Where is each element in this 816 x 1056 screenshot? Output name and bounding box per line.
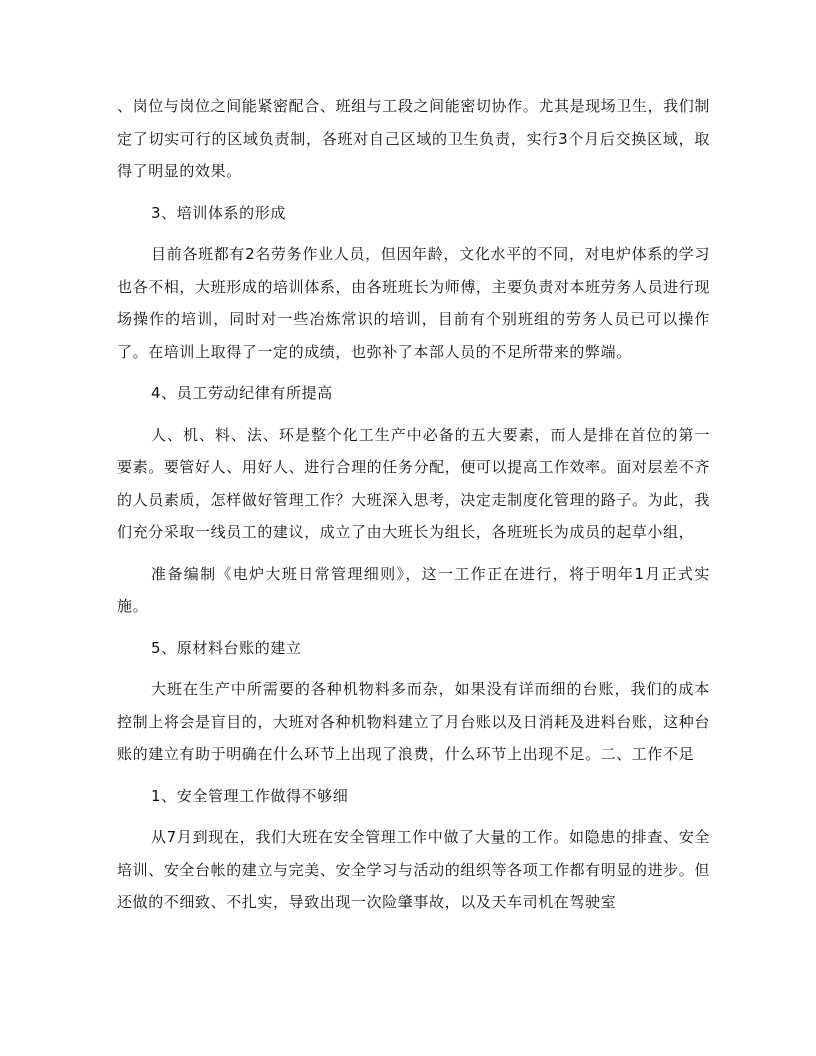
section-heading-labor-discipline: 4、员工劳动纪律有所提高 (151, 384, 333, 402)
paragraph-gap (117, 229, 710, 238)
paragraph-material-ledger: 大班在生产中所需要的各种机物料多而杂，如果没有详而细的台账，我们的成本控制上将会是盲目的，大班对各种机物料建立了月台账以及日消耗及进料台账，这种台账的建立有助于明确在什么环节上出现了浪费，什么环节上出现不足。二、工作不足 (117, 680, 710, 763)
paragraph-safety-management: 从7月到现在，我们大班在安全管理工作中做了大量的工作。如隐患的排查、安全培训、安全台帐的建立与完美、安全学习与活动的组织等各项工作都有明显的进步。但还做的不细致、不扎实，导致出现一次险肇事故，以及天车司机在驾驶室 (117, 828, 710, 911)
section-heading-safety-management: 1、安全管理工作做得不够细 (151, 786, 349, 805)
paragraph-gap (117, 368, 710, 377)
document-body (117, 90, 710, 919)
paragraph-labor-discipline: 人、机、料、法、环是整个化工生产中必备的五大要素，而人是排在首位的第一要素。要管好人、用好人、进行合理的任务分配，便可以提高工作效率。面对层差不齐的人员素质，怎样做好管理工作？大班深入思考，决定走制度化管理的路子。为此，我们充分采取一线员工的建议，成立了由大班长为组长，各班班长为成员的起草小组， (117, 425, 710, 541)
paragraph-training-system: 目前各班都有2名劳务作业人员，但因年龄，文化水平的不同，对电炉体系的学习也各不相，大班形成的培训体系，由各班班长为师傅，主要负责对本班劳务人员进行现场操作的培训，同时对一些冶炼常识的培训，目前有个别班组的劳务人员已可以操作了。在培训上取得了一定的成绩，也弥补了本部人员的不足所带来的弊端。 (117, 245, 710, 361)
section-heading-material-ledger: 5、原材料台账的建立 (151, 638, 302, 657)
paragraph-gap (117, 771, 710, 780)
paragraph-gap (117, 410, 710, 419)
paragraph-gap (117, 664, 710, 673)
paragraph-gap (117, 812, 710, 821)
section-heading-training-system: 3、培训体系的形成 (151, 203, 286, 222)
paragraph-gap (117, 188, 710, 197)
paragraph-gap (117, 623, 710, 632)
paragraph-teamwork-hygiene: 、岗位与岗位之间能紧密配合、班组与工段之间能密切协作。尤其是现场卫生，我们制定了切实可行的区域负责制，各班对自己区域的卫生负责，实行3个月后交换区域，取得了明显的效果。 (117, 97, 710, 180)
paragraph-gap (117, 549, 710, 558)
paragraph-management-rules: 准备编制《电炉大班日常管理细则》，这一工作正在进行，将于明年1月正式实施。 (117, 564, 710, 615)
